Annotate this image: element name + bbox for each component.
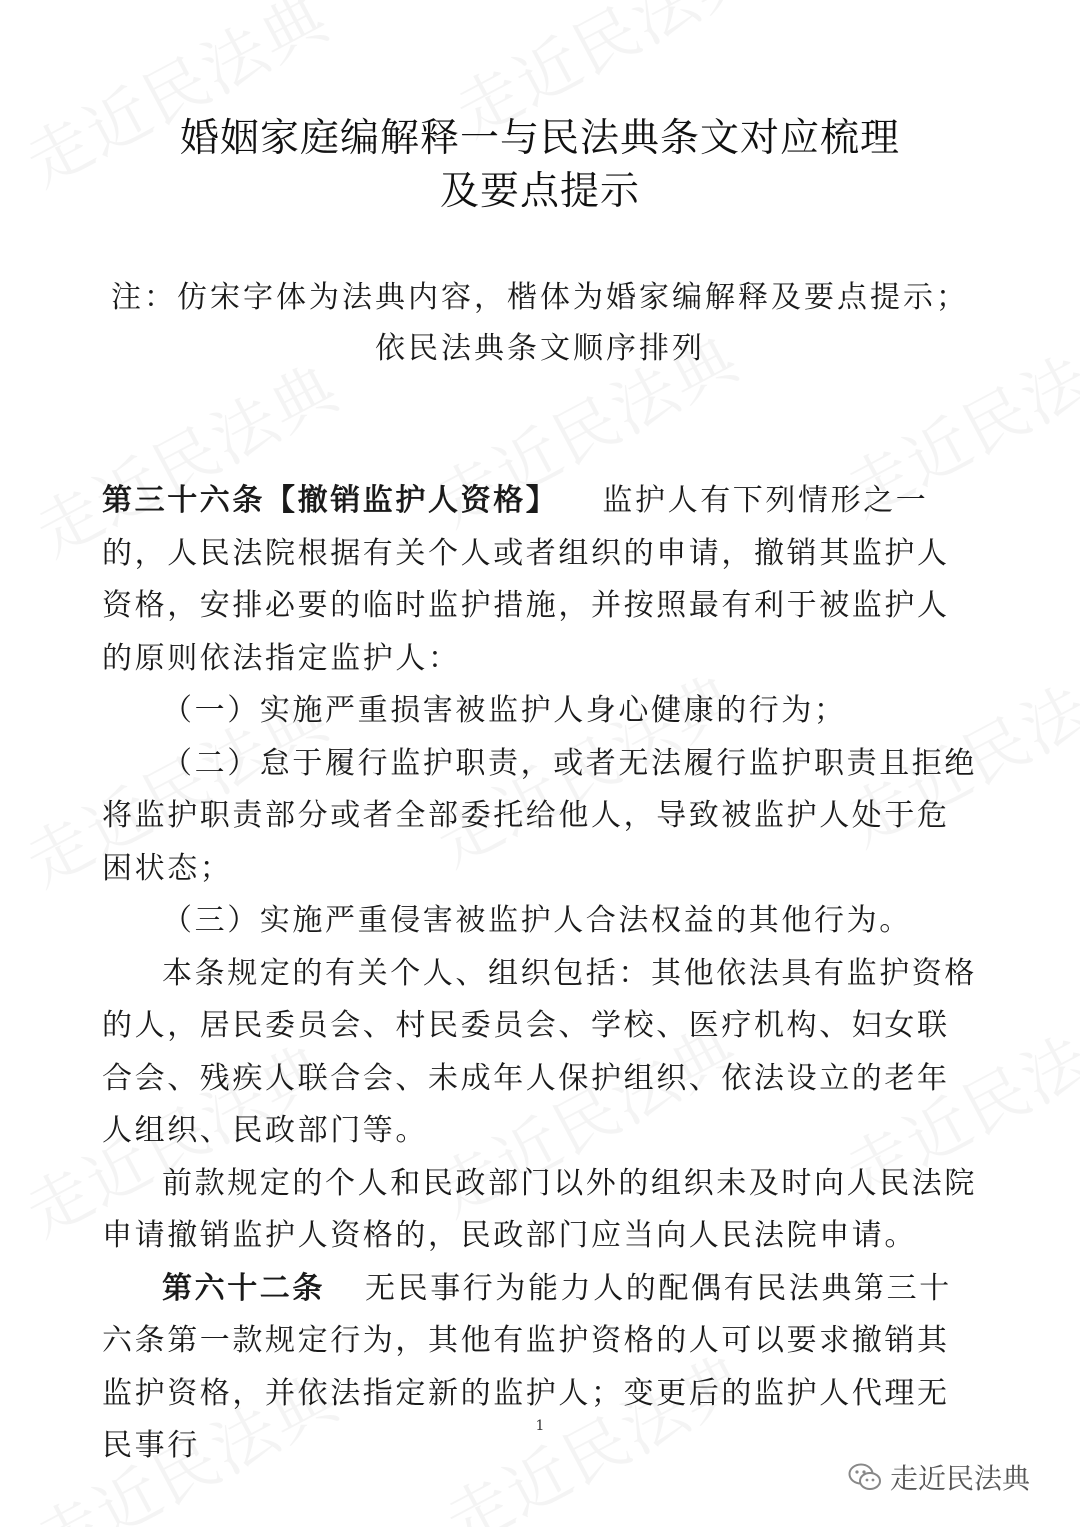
article-36-heading: 第三十六条【撤销监护人资格】: [102, 483, 559, 518]
wechat-icon: [848, 1462, 882, 1492]
article-62-paragraph: [102, 1263, 982, 1473]
note-line-1: 注：仿宋字体为法典内容，楷体为婚家编解释及要点提示；: [111, 280, 969, 315]
brand-name: 走近民法典: [890, 1462, 1031, 1495]
article-36-item-3: （三）实施严重侵害被监护人合法权益的其他行为。: [162, 903, 912, 938]
article-36-first-paragraph: [102, 475, 982, 685]
article-36-paragraph-2: 本条规定的有关个人、组织包括：其他依法具有监护资格的人，居民委员会、村民委员会、学校、医疗机构、妇女联合会、残疾人联合会、未成年人保护组织、依法设立的老年人组织、民政部门等。: [102, 955, 977, 1148]
article-36-item-2: （二）怠于履行监护职责，或者无法履行监护职责且拒绝将监护职责部分或者全部委托给他人，导致被监护人处于危困状态；: [102, 745, 977, 886]
article-36-intro: 监护人有下列情形之一的，人民法院根据有关个人或者组织的申请，撤销其监护人资格，安排必要的临时监护措施，并按照最有利于被监护人的原则依法指定监护人：: [102, 483, 950, 676]
document-subtitle: 及要点提示: [439, 169, 640, 214]
article-62-heading: 第六十二条: [162, 1270, 325, 1306]
article-36-section: [102, 475, 982, 1473]
brand-badge: [848, 1457, 1030, 1497]
page-number: 1: [535, 1418, 545, 1434]
article-36-paragraph-3: 前款规定的个人和民政部门以外的组织未及时向人民法院申请撤销监护人资格的，民政部门应当向人民法院申请。: [102, 1165, 977, 1253]
article-36-item-1: （一）实施严重损害被监护人身心健康的行为；: [162, 693, 847, 728]
article-62-text: 无民事行为能力人的配偶有民法典第三十六条第一款规定行为，其他有监护资格的人可以要求撤销其监护资格，并依法指定新的监护人；变更后的监护人代理无民事行: [102, 1270, 952, 1463]
document-title: 婚姻家庭编解释一与民法典条文对应梳理: [179, 116, 900, 161]
note-line-2: 依民法典条文顺序排列: [375, 331, 705, 366]
